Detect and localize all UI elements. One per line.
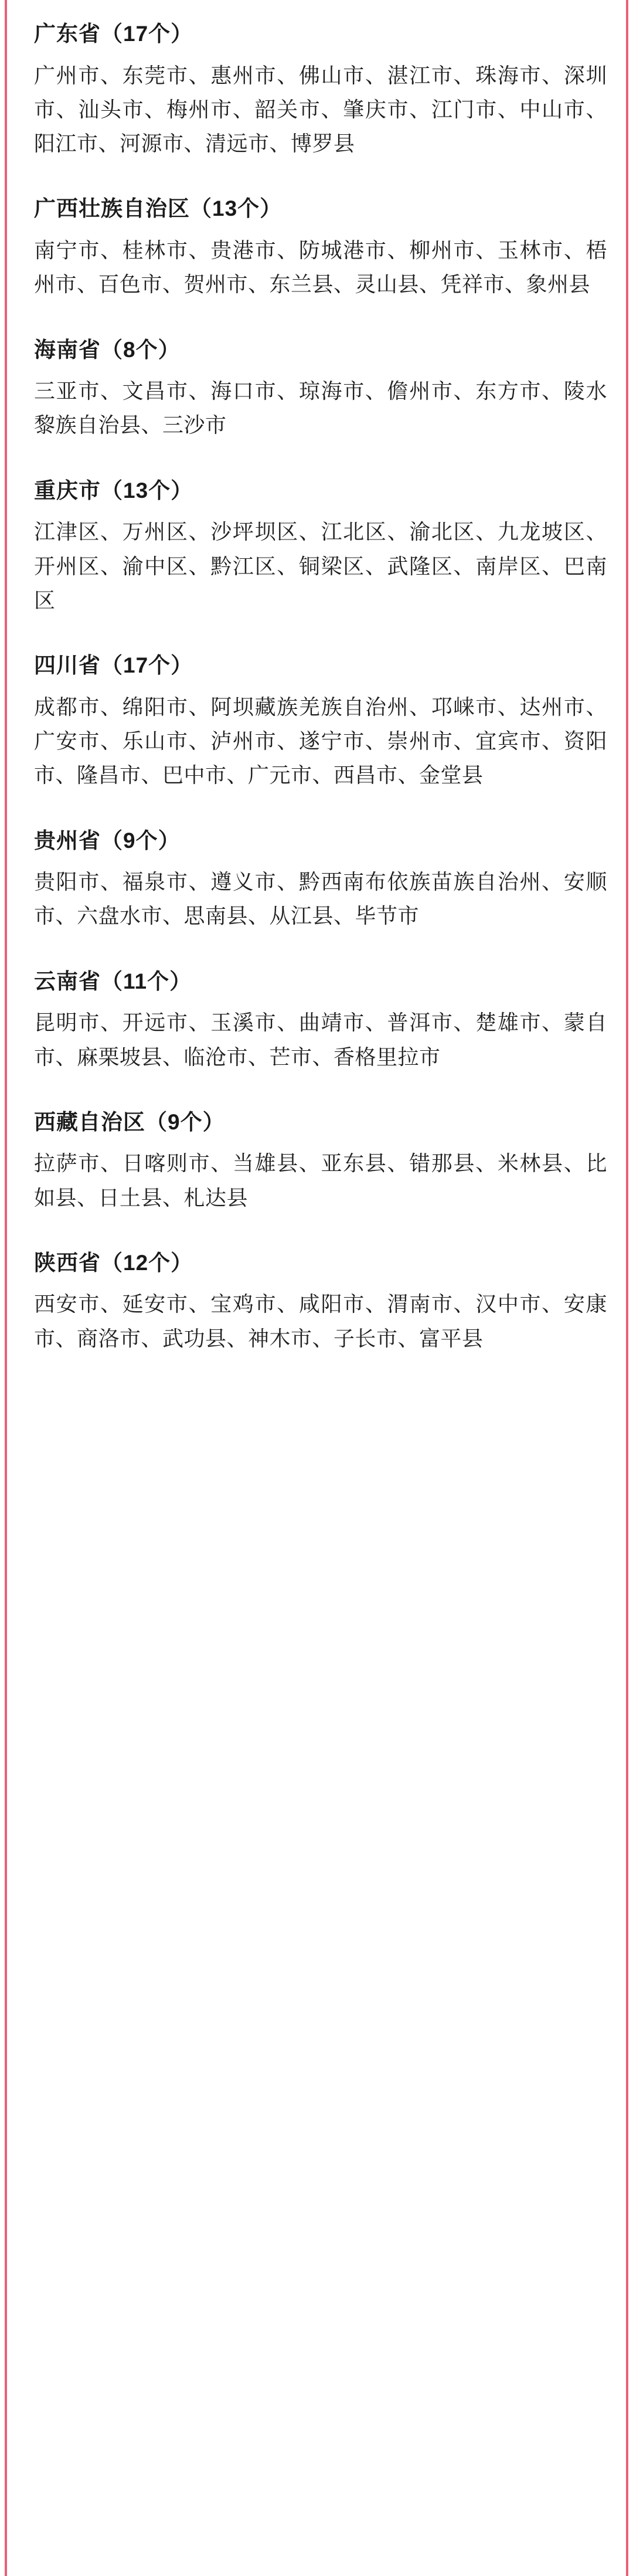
region-group-body: 拉萨市、日喀则市、当雄县、亚东县、错那县、米林县、比如县、日土县、札达县: [34, 1151, 607, 1210]
right-accent-rule: [626, 0, 628, 2576]
region-group-body: 昆明市、开远市、玉溪市、曲靖市、普洱市、楚雄市、蒙自市、麻栗坡县、临沧市、芒市、香格里拉市: [34, 1010, 607, 1069]
region-group-title: 重庆市（13个）: [34, 478, 193, 503]
region-group-body: 广州市、东莞市、惠州市、佛山市、湛江市、珠海市、深圳市、汕头市、梅州市、韶关市、肇庆市、江门市、中山市、阳江市、河源市、清远市、博罗县: [34, 63, 607, 156]
region-group-title: 广西壮族自治区（13个）: [34, 196, 283, 221]
region-group-title: 海南省（8个）: [34, 337, 181, 362]
region-group-body: 贵阳市、福泉市、遵义市、黔西南布依族苗族自治州、安顺市、六盘水市、思南县、从江县、毕节市: [34, 870, 607, 928]
region-group-body: 西安市、延安市、宝鸡市、咸阳市、渭南市、汉中市、安康市、商洛市、武功县、神木市、子长市、富平县: [34, 1292, 607, 1350]
region-group-body: 三亚市、文昌市、海口市、琼海市、儋州市、东方市、陵水黎族自治县、三沙市: [34, 379, 607, 437]
region-group: [34, 965, 607, 1074]
region-group: [34, 1106, 607, 1215]
region-group: [34, 1247, 607, 1356]
region-group: [34, 474, 607, 617]
region-group-title: 贵州省（9个）: [34, 828, 181, 853]
region-group-title: 西藏自治区（9个）: [34, 1109, 225, 1134]
left-accent-rule: [5, 0, 7, 2576]
region-group-body: 南宁市、桂林市、贵港市、防城港市、柳州市、玉林市、梧州市、百色市、贺州市、东兰县、灵山县、凭祥市、象州县: [34, 237, 607, 297]
region-group: [34, 334, 607, 443]
region-group: [34, 649, 607, 792]
region-group-body: 成都市、绵阳市、阿坝藏族羌族自治州、邛崃市、达州市、广安市、乐山市、泸州市、遂宁市、崇州市、宜宾市、资阳市、隆昌市、巴中市、广元市、西昌市、金堂县: [34, 694, 607, 788]
region-group: [34, 192, 607, 301]
region-group-body: 江津区、万州区、沙坪坝区、江北区、渝北区、九龙坡区、开州区、渝中区、黔江区、铜梁区、武隆区、南岸区、巴南区: [34, 520, 607, 612]
region-group-title: 四川省（17个）: [34, 653, 193, 678]
region-group: [34, 18, 607, 161]
region-group-title: 陕西省（12个）: [34, 1250, 193, 1275]
region-group: [34, 824, 607, 934]
region-group-title: 云南省（11个）: [34, 969, 192, 993]
region-group-title: 广东省（17个）: [34, 22, 193, 46]
